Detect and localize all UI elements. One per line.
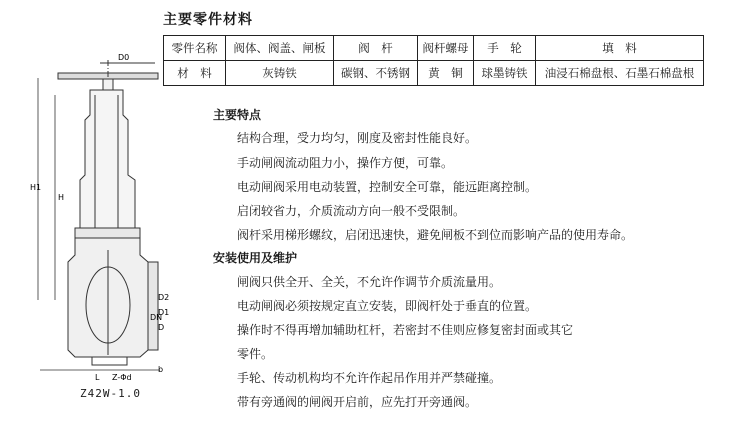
feature-item: 启闭较省力，介质流动方向一般不受限制。 — [237, 204, 466, 218]
maintenance-item: 电动闸阀必须按规定直立安装，即阀杆处于垂直的位置。 — [237, 299, 538, 313]
dim-label: D1 — [158, 308, 170, 317]
features-heading: 主要特点 — [213, 108, 262, 122]
dim-label: D0 — [118, 53, 130, 62]
dim-label: H — [58, 193, 65, 202]
materials-title: 主要零件材料 — [163, 12, 253, 28]
feature-item: 手动闸阀流动阻力小，操作方便，可靠。 — [237, 156, 454, 170]
table-header-row — [164, 36, 704, 61]
materials-table — [163, 35, 704, 86]
feature-item: 阀杆采用梯形螺纹，启闭迅速快，避免闸板不到位而影响产品的使用寿命。 — [237, 228, 634, 242]
dim-label: D2 — [158, 293, 170, 302]
table-cell: 球墨铸铁 — [474, 61, 536, 86]
dim-label: b — [158, 365, 164, 374]
maintenance-item: 闸阀只供全开、全关，不允许作调节介质流量用。 — [237, 275, 502, 289]
table-cell: 碳钢、不锈钢 — [334, 61, 418, 86]
maintenance-item: 手轮、传动机构均不允许作起吊作用并严禁碰撞。 — [237, 371, 502, 385]
feature-item: 电动闸阀采用电动装置，控制安全可靠，能远距离控制。 — [237, 180, 538, 194]
table-cell: 手 轮 — [474, 36, 536, 61]
table-row — [164, 61, 704, 86]
dim-label: L — [95, 373, 100, 382]
dim-label: D — [158, 323, 165, 332]
table-cell: 油浸石棉盘根、石墨石棉盘根 — [536, 61, 704, 86]
maintenance-item: 带有旁通阀的闸阀开启前，应先打开旁通阀。 — [237, 395, 478, 409]
dim-label: Z-Φd — [112, 373, 132, 382]
dim-label: H1 — [30, 183, 42, 192]
maintenance-item: 操作时不得再增加辅助杠杆，若密封不佳则应修复密封面或其它 — [237, 323, 574, 337]
table-cell: 阀 杆 — [334, 36, 418, 61]
dim-label: DN — [150, 313, 163, 322]
model-label: Z42W-1.0 — [80, 387, 141, 400]
maintenance-heading: 安装使用及维护 — [213, 251, 298, 265]
table-cell: 阀体、阀盖、闸板 — [226, 36, 334, 61]
table-cell: 零件名称 — [164, 36, 226, 61]
table-cell: 灰铸铁 — [226, 61, 334, 86]
valve-drawing — [0, 40, 170, 385]
maintenance-item: 零件。 — [237, 347, 274, 361]
table-cell: 填 料 — [536, 36, 704, 61]
table-cell: 阀杆螺母 — [418, 36, 474, 61]
table-cell: 材 料 — [164, 61, 226, 86]
feature-item: 结构合理，受力均匀，刚度及密封性能良好。 — [237, 131, 478, 145]
table-cell: 黄 铜 — [418, 61, 474, 86]
